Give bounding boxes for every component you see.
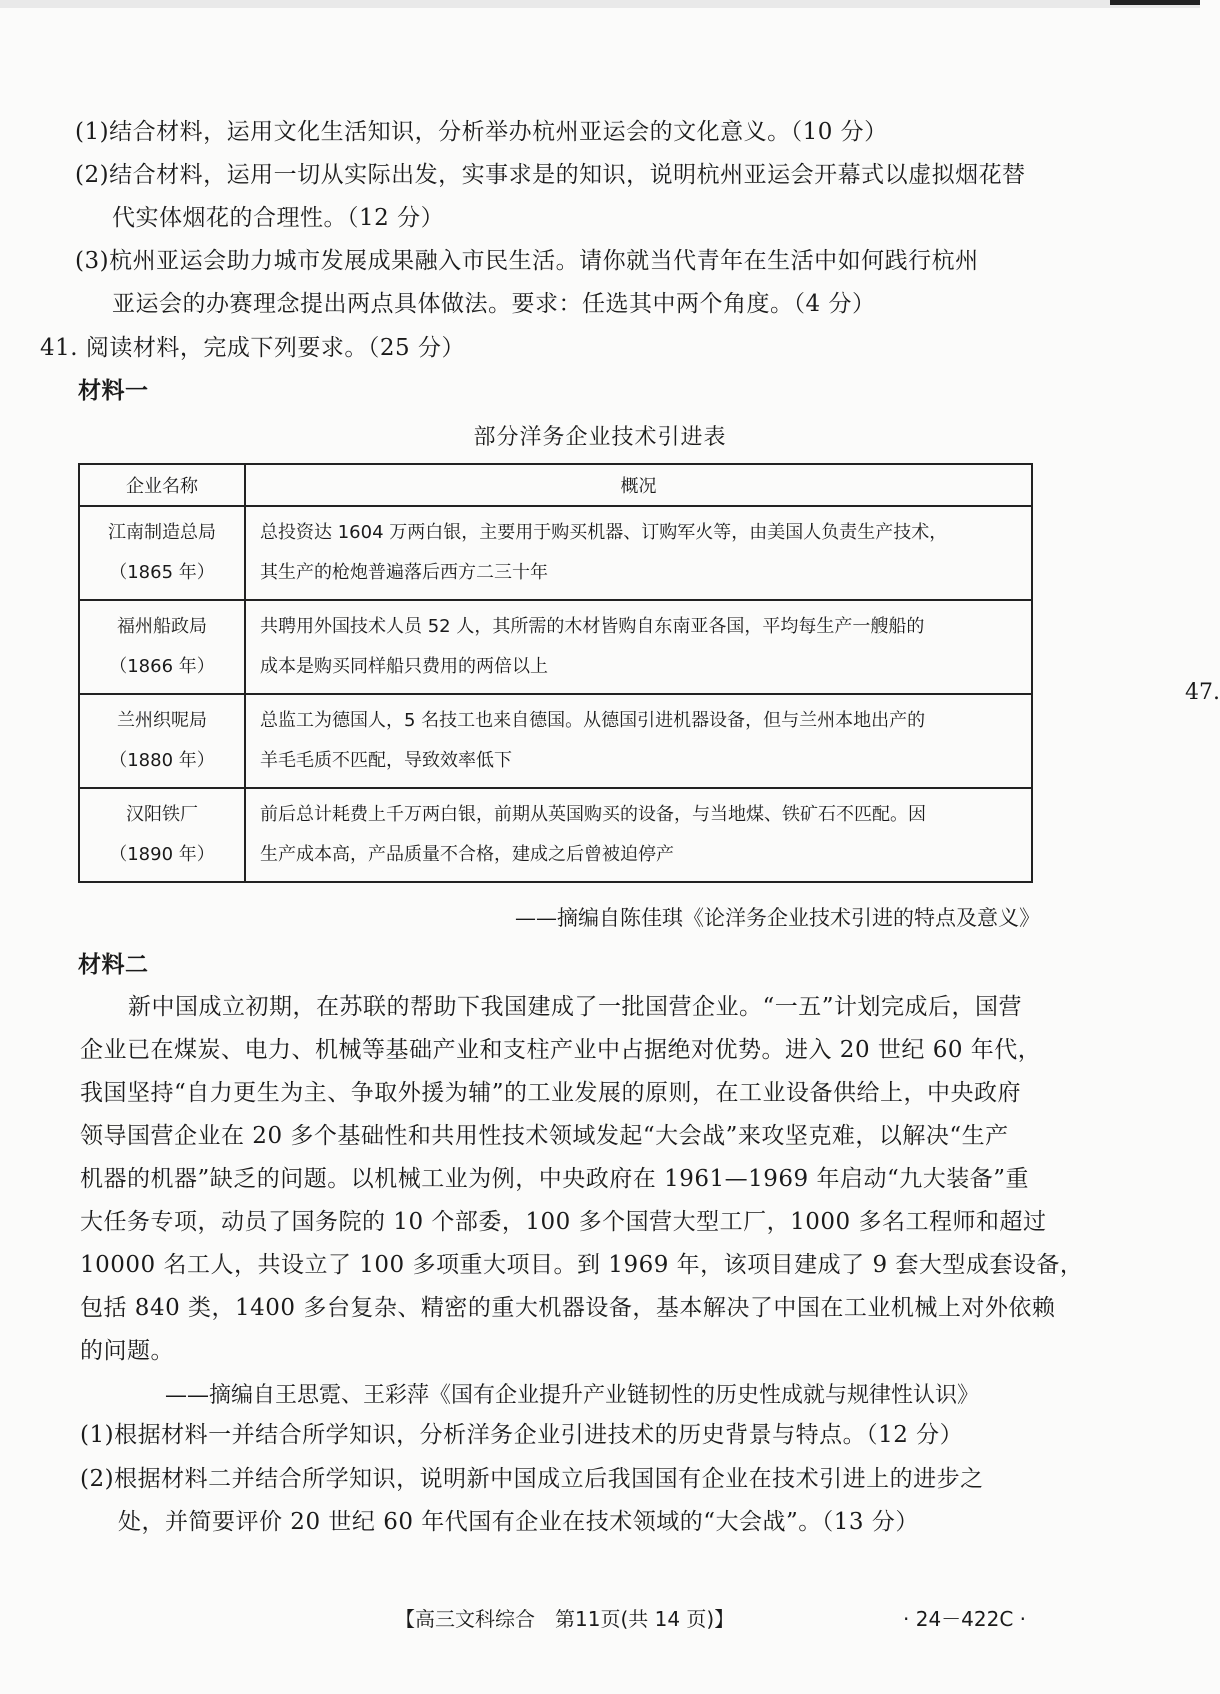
material-2-paragraph-line: 包括 840 类，1400 多台复杂、精密的重大机器设备，基本解决了中国在工业机械上对外依赖	[80, 1295, 1056, 1321]
scan-top-edge	[0, 0, 1200, 8]
material-2-paragraph-line: 领导国营企业在 20 多个基础性和共用性技术领域发起“大会战”来攻坚克难，以解决“生产	[80, 1123, 1009, 1149]
overview-line: 其生产的枪炮普遍落后西方二三十年	[260, 562, 548, 583]
header-enterprise-name: 企业名称	[79, 464, 245, 506]
tech-import-table	[78, 463, 1033, 883]
overview-line: 成本是购买同样船只费用的两倍以上	[260, 656, 548, 677]
enterprise-name: 福州船政局	[117, 616, 207, 637]
table-title: 部分洋务企业技术引进表	[473, 425, 727, 450]
enterprise-name: 兰州织呢局	[117, 710, 207, 731]
material-2-paragraph-line: 企业已在煤炭、电力、机械等基础产业和支柱产业中占据绝对优势。进入 20 世纪 60 年代，	[80, 1037, 1042, 1063]
material-2-paragraph-line: 我国坚持“自力更生为主、争取外援为辅”的工业发展的原则，在工业设备供给上，中央政府	[80, 1080, 1022, 1106]
overview-line: 前后总计耗费上千万两白银，前期从英国购买的设备，与当地煤、铁矿石不匹配。因	[260, 804, 926, 825]
enterprise-year: （1865 年）	[109, 562, 215, 583]
side-page-number: 47.	[1185, 680, 1220, 705]
enterprise-name: 汉阳铁厂	[126, 804, 198, 825]
header-overview: 概况	[245, 464, 1032, 506]
material-2-paragraph-line: 新中国成立初期，在苏联的帮助下我国建成了一批国营企业。“一五”计划完成后，国营	[128, 994, 1023, 1020]
overview-line: 总监工为德国人，5 名技工也来自德国。从德国引进机器设备，但与兰州本地出产的	[260, 710, 926, 731]
q40-subquestion-2-line2: 代实体烟花的合理性。（12 分）	[112, 205, 445, 231]
enterprise-year: （1880 年）	[109, 750, 215, 771]
material-2-paragraph-line: 10000 名工人，共设立了 100 多项重大项目。到 1969 年，该项目建成了 9 套大型成套设备，	[80, 1252, 1084, 1278]
overview-line: 羊毛毛质不匹配，导致效率低下	[260, 750, 512, 771]
overview-line: 共聘用外国技术人员 52 人，其所需的木材皆购自东南亚各国，平均每生产一艘船的	[260, 616, 925, 637]
overview-line: 生产成本高，产品质量不合格，建成之后曾被迫停产	[260, 844, 674, 865]
enterprise-year: （1890 年）	[109, 844, 215, 865]
enterprise-year: （1866 年）	[109, 656, 215, 677]
q41-subquestion-1: (1)根据材料一并结合所学知识，分析洋务企业引进技术的历史背景与特点。（12 分）	[80, 1422, 964, 1448]
material-2-paragraph-line: 机器的机器”缺乏的问题。以机械工业为例，中央政府在 1961—1969 年启动“九大装备”重	[80, 1166, 1029, 1192]
material-2-label: 材料二	[78, 951, 149, 978]
material-2-source: ——摘编自王思霓、王彩萍《国有企业提升产业链韧性的历史性成就与规律性认识》	[165, 1383, 980, 1408]
material-1-label: 材料一	[78, 377, 149, 404]
overview-line: 总投资达 1604 万两白银，主要用于购买机器、订购军火等，由美国人负责生产技术，	[260, 522, 948, 543]
footer-code: · 24－422C ·	[903, 1607, 1027, 1631]
enterprise-name: 江南制造总局	[108, 522, 216, 543]
material-2-paragraph-line: 大任务专项，动员了国务院的 10 个部委，100 多个国营大型工厂，1000 多名工程师和超过	[80, 1209, 1047, 1235]
table-row	[79, 694, 1032, 788]
q40-subquestion-3-line1: (3)杭州亚运会助力城市发展成果融入市民生活。请你就当代青年在生活中如何践行杭州	[75, 248, 979, 274]
material-1-source: ——摘编自陈佳琪《论洋务企业技术引进的特点及意义》	[515, 906, 1040, 930]
q40-subquestion-3-line2: 亚运会的办赛理念提出两点具体做法。要求：任选其中两个角度。（4 分）	[112, 291, 876, 317]
q41-subquestion-2-line1: (2)根据材料二并结合所学知识，说明新中国成立后我国国有企业在技术引进上的进步之	[80, 1466, 984, 1492]
table-row	[79, 506, 1032, 600]
footer-title: 【高三文科综合 第11页(共 14 页)】	[395, 1607, 735, 1631]
table-row	[79, 788, 1032, 882]
q40-subquestion-2-line1: (2)结合材料，运用一切从实际出发，实事求是的知识，说明杭州亚运会开幕式以虚拟烟花替	[75, 162, 1026, 188]
q41-stem: 41. 阅读材料，完成下列要求。（25 分）	[40, 335, 465, 361]
q40-subquestion-1: (1)结合材料，运用文化生活知识，分析举办杭州亚运会的文化意义。（10 分）	[75, 119, 888, 145]
material-2-paragraph-line: 的问题。	[80, 1338, 174, 1364]
q41-subquestion-2-line2: 处，并简要评价 20 世纪 60 年代国有企业在技术领域的“大会战”。（13 分）	[118, 1509, 919, 1535]
table-row	[79, 600, 1032, 694]
